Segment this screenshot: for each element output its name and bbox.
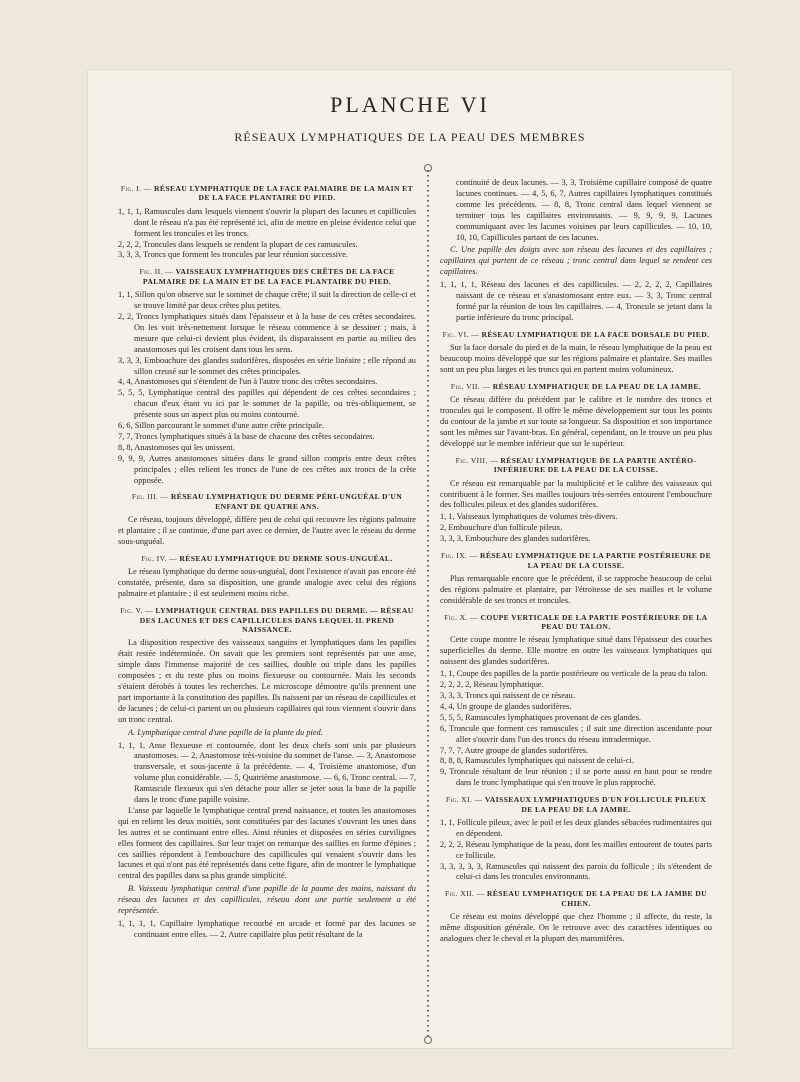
legend-item: 2, 2, 2, Réseau lymphatique de la peau, dont les mailles entourent de toutes parts ce follicule. [440,839,712,860]
legend-item: 1, 1, 1, Ramuscules dans lesquels viennent s'ouvrir la plupart des lacunes et capillicules dont le réseau n'a pas été représenté ici, afin de mettre en pleine évidence celui que forment les troncules et les troncs. [118,206,416,238]
legend-item: 8, 8, 8, Ramuscules lymphatiques qui naissent de celui-ci. [440,756,634,766]
paragraph: Sur la face dorsale du pied et de la main, le réseau lymphatique de la peau est beaucoup moins développé que sur les régions palmaire et plantaire. Ses mailles sont un peu plus larges et les troncs qui en partent moins volumineux. [440,343,712,374]
subheading-c: C. Une papille des doigts avec son réseau des lacunes et des capillaires ; capillaires qui partent de ce réseau ; tronc central dans lequel se rendent ces capillaires. [440,245,712,277]
fig-heading-10: Fig. X. — COUPE VERTICALE DE LA PARTIE POSTÉRIEURE DE LA PEAU DU TALON. [444,612,708,632]
left-column [118,178,416,941]
legend-item: 1, 1, 1, Anse flexueuse et contournée, dont les deux chefs sont unis par plusieurs anastomoses. — 2, Anastomose très-voisine du sommet de l'anse. — 3, Anastomose transversale, et sous-jacente à la précédente. — 4, Troisième anastomose, d'un volume plus considérable. — 5, Quatrième anastomose. — 6, 6, Tronc central. — 7, Ramuscule flexueux qui s'en détache pour aller se jeter sous la base de la papille dans le tronc d'une papille voisine. [118,740,416,805]
legend-item: 1, 1, Vaisseaux lymphatiques de volumes très-divers. [440,512,618,522]
legend-item: 2, 2, 2, 2, Réseau lymphatique. [440,680,544,690]
legend-item: 7, 7, Troncs lymphatiques situés à la base de chacune des crêtes secondaires. [118,431,375,441]
plate-title: PLANCHE VI [330,92,490,117]
column-divider [424,170,432,1038]
legend-item: 1, 1, Coupe des papilles de la partie postérieure ou verticale de la peau du talon. [440,669,708,679]
paragraph: L'anse par laquelle le lymphatique central prend naissance, et toutes les anastomoses qui en relient les deux moitiés, sont constituées par des lacunes s'ouvrant les unes dans les autres et se continuant entre elles. Ainsi réunies et disposées en séries curvilignes elles forment des capillaires. Sur leur trajet on remarque des saillies en forme d'épines ; ces saillies répondent à l'embouchure des capillicules qui venaient s'ouvrir dans les lacunes et qui n'ont pas été représentés dans cette figure, afin de montrer le lymphatique central des papilles dans sa plus grande simplicité. [118,805,416,881]
legend-item: 1, 1, 1, 1, Capillaire lymphatique recourbé en arcade et formé par des lacunes se continuant entre elles. — 2, Autre capillaire plus petit résultant de la [118,919,416,939]
legend-item: 1, 1, Follicule pileux, avec le poil et les deux glandes sébacées rudimentaires qui en dépendent. [440,817,712,838]
legend-item: 6, 6, Sillon parcourant le sommet d'une autre crête principale. [118,421,325,431]
legend-item: 2, 2, 2, Troncules dans lesquels se rendent la plupart de ces ramuscules. [118,239,358,249]
paragraph: Plus remarquable encore que le précédent, il se rapproche beaucoup de celui des régions palmaire et plantaire, par l'étroitesse de ses mailles et le volume considérable de ses troncs et troncules. [440,573,712,605]
legend-item: 1, 1, 1, 1, Réseau des lacunes et des capillicules. — 2, 2, 2, 2, Capillaires naissant de ce réseau et s'anastomosant entre eux. — 3, 3, Tronc central formé par la réunion de tous les capillaires. — 4, Troncule se jetant dans la partie inférieure du tronc principal. [440,280,712,322]
fig-heading-4: Fig. IV. — RÉSEAU LYMPHATIQUE DU DERME SOUS-UNGUÉAL. [141,554,393,563]
paragraph: Cette coupe montre le réseau lymphatique situé dans l'épaisseur des couches superficielles du derme. Elle montre en outre les vaisseaux lymphatiques qui naissent des glandes sudorifères. [440,635,712,667]
paragraph: Ce réseau est moins développé que chez l'homme ; il affecte, du reste, la même disposition générale. On le retrouve avec des caractères identiques ou analogues chez le cheval et la plupart des mammifères. [440,912,712,943]
legend-item: 3, 3, 3, 3, 3, Ramuscules qui naissent des parois du follicule ; ils s'étendent de celui-ci dans les troncules environnants. [440,861,712,882]
paragraph: Ce réseau diffère du précédent par le calibre et le nombre des troncs et troncules qui le composent. Il offre le même développement sur tous les points du contour de la jambe et sur toute sa longueur. Sa disposition et son importance sont les mêmes sur l'avant-bras. En général, cependant, on le trouve un peu plus développé sur le membre inférieur que sur le supérieur. [440,395,712,448]
legend-item: 4, 4, Anastomoses qui s'étendent de l'un à l'autre tronc des crêtes secondaires. [118,377,378,387]
subheading-a: A. Lymphatique central d'une papille de la plante du pied. [128,727,323,737]
legend-item: 2, Embouchure d'un follicule pileux. [440,523,563,533]
legend-item: 8, 8, Anastomoses qui les unissent. [118,442,235,452]
fig-heading-7: Fig. VII. — RÉSEAU LYMPHATIQUE DE LA PEAU DE LA JAMBE. [450,381,702,391]
fig-heading-11: Fig. XI. — VAISSEAUX LYMPHATIQUES D'UN FOLLICULE PILEUX DE LA PEAU DE LA JAMBE. [445,795,707,814]
legend-item: 5, 5, 5, Lymphatique central des papilles qui dépendent de ces crêtes secondaires ; chacun d'eux étant vu ici par le sommet de la papille, ou très-obliquement, se présente sous un aspect plus ou moins contourné. [118,388,416,420]
paragraph: Le réseau lymphatique du derme sous-unguéal, dont l'existence n'avait pas encore été constatée, présente, dans sa disposition, une grande analogie avec celui des régions palmaire et plantaire ; il est seulement moins riche. [118,567,416,599]
fig-heading-6: Fig. VI. — RÉSEAU LYMPHATIQUE DE LA FACE DORSALE DU PIED. [442,329,710,339]
paragraph: La disposition respective des vaisseaux sanguins et lymphatiques dans les papilles était restée indéterminée. On savait que les premiers sont représentés par une anse, simple dans l'immense majorité de ces saillies, double ou triple dans les papilles composées ; et du reste plus ou moins flexueuse ou contournée. Mais les seconds s'étaient dérobés à toutes les recherches. Le microscope démontre qu'ils prennent une part importante à la constitution des papilles. Ils naissent par un réseau de capillicules et de lacunes ; de celui-ci partent un ou plusieurs capillaires qui tous viennent s'ouvrir dans un tronc central. [118,638,416,724]
fig-heading-1: Fig. I. — RÉSEAU LYMPHATIQUE DE LA FACE PALMAIRE DE LA MAIN ET DE LA FACE PLANTAIRE DU PIED. [120,184,414,203]
legend-item: 1, 1, Sillon qu'on observe sur le sommet de chaque crête; il suit la direction de celle-ci et se trouve limité par deux crêtes plus petites. [118,290,416,311]
legend-item: 5, 5, 5, Ramuscules lymphatiques provenant de ces glandes. [440,712,641,722]
fig-heading-8: Fig. VIII. — RÉSEAU LYMPHATIQUE DE LA PARTIE ANTÉRO-INFÉRIEURE DE LA PEAU DE LA CUISSE. [455,455,697,475]
legend-item: 9, Troncule résultant de leur réunion ; il se porte aussi en haut pour se rendre dans le tronc lymphatique qui s'en trouve le plus rapproché. [440,767,712,788]
legend-item: 3, 3, 3, Troncs que forment les troncules par leur réunion successive. [118,250,349,260]
plate [88,70,732,1048]
plate-subtitle: RÉSEAUX LYMPHATIQUES DE LA PEAU DES MEMBRES [234,130,586,144]
fig-heading-9: Fig. IX. — RÉSEAU LYMPHATIQUE DE LA PARTIE POSTÉRIEURE DE LA PEAU DE LA CUISSE. [440,551,712,570]
legend-item: 3, 3, 3, Embouchure des glandes sudorifères, disposées en série linéaire ; elle répond au sillon creusé sur le sommet des crêtes principales. [118,355,416,376]
legend-item: 6, Troncule que forment ces ramuscules ; il suit une direction ascendante pour aller s'ouvrir dans l'un des troncs du réseau intradermique. [440,723,712,744]
legend-item: 7, 7, 7, Autre groupe de glandes sudorifères. [440,745,589,755]
fig-heading-2: Fig. II. — VAISSEAUX LYMPHATIQUES DES CRÊTES DE LA FACE PALMAIRE DE LA MAIN ET DE LA FACE PLANTAIRE DU PIED. [139,267,395,286]
fig-heading-5: Fig. V. — LYMPHATIQUE CENTRAL DES PAPILLES DU DERME. — RÉSEAU DES LACUNES ET DES CAPILLICULES DANS LEQUEL IL PREND NAISSANCE. [120,606,414,634]
legend-item: 3, 3, 3, Embouchure des glandes sudorifères. [440,534,591,544]
legend-item: 4, 4, Un groupe de glandes sudorifères. [440,701,572,711]
paragraph: Ce réseau, toujours développé, diffère peu de celui qui recouvre les régions palmaire et plantaire ; il se continue, d'une part avec ce dernier, de l'autre avec le réseau du derme sous-unguéal. [118,515,416,547]
paragraph: Ce réseau est remarquable par la multiplicité et le calibre des vaisseaux qui contribuent à le former. Ses mailles toujours très-serrées entourent l'embouchure des follicules pileux et des glandes sudorifères. [440,478,712,510]
continued-text: continuité de deux lacunes. — 3, 3, Troisième capillaire composé de quatre lacunes continues. — 4, 5, 6, 7, Autres capillaires lymphatiques constitués comme les précédents. — 8, 8, Tronc central dans lequel viennent se terminer tous les capillaires environnants. — 9, 9, 9, 9, Lacunes communiquant avec les lacunes voisines par leurs capillicules. — 10, 10, 10, 10, Capillicules partant de ces lacunes. [456,178,712,242]
right-column [440,178,712,946]
legend-item: 9, 9, 9, Autres anastomoses situées dans le grand sillon compris entre deux crêtes principales ; elles relient les troncs de l'une de ces crêtes aux troncs de la crête opposée. [118,453,416,485]
legend-item: 3, 3, 3, Troncs qui naissent de ce réseau. [440,690,575,700]
legend-item: 2, 2, Troncs lymphatiques situés dans l'épaisseur et à la base de ces crêtes secondaires. On les voit très-nettement lorsque le réseau commence à se dessiner ; mais, à mesure que celui-ci devient plus évident, ils disparaissent en partie au milieu des anastomoses qui les croisent dans tous les sens. [118,311,416,354]
subheading-b: B. Vaisseau lymphatique central d'une papille de la paume des mains, naissant du réseau des lacunes et des capillicules, réseau dont une partie seulement a été représentée. [118,884,416,916]
fig-heading-3: Fig. III. — RÉSEAU LYMPHATIQUE DU DERME PÉRI-UNGUÉAL D'UN ENFANT DE QUATRE ANS. [131,492,403,511]
fig-heading-12: Fig. XII. — RÉSEAU LYMPHATIQUE DE LA PEAU DE LA JAMBE DU CHIEN. [444,889,708,908]
